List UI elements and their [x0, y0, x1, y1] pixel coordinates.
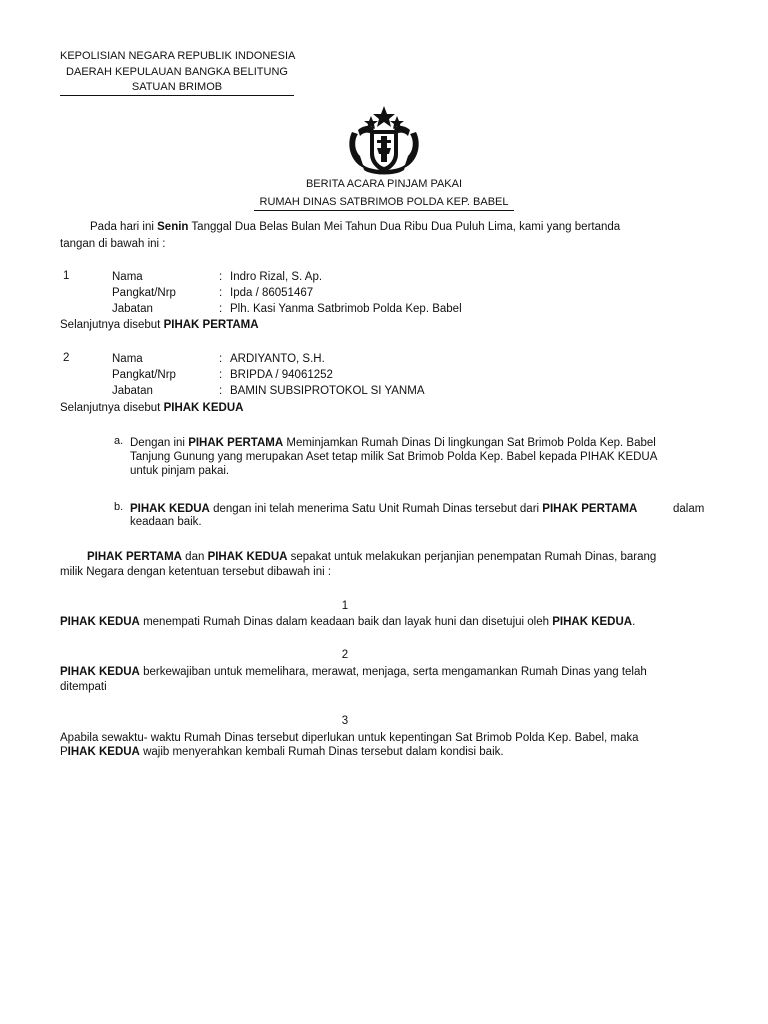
party2-jabatan-colon: : [219, 385, 223, 397]
intro-line1 [90, 221, 620, 233]
clause-3-pre2: P [60, 746, 68, 758]
agreement-bold1: PIHAK PERTAMA [87, 551, 182, 563]
clause-2-number: 2 [341, 649, 349, 661]
clause-2-bold1: PIHAK KEDUA [60, 666, 140, 678]
point-b-line2: keadaan baik. [130, 516, 202, 528]
party2-nama-value: ARDIYANTO, S.H. [230, 353, 325, 365]
point-a-pre: Dengan ini [130, 437, 189, 449]
party2-jabatan-value: BAMIN SUBSIPROTOKOL SI YANMA [230, 385, 425, 397]
header-underline [60, 95, 294, 96]
clause-1-end: . [632, 616, 636, 628]
point-b-bold1: PIHAK KEDUA [130, 503, 210, 515]
party2-pangkat-label: Pangkat/Nrp [112, 369, 176, 381]
police-emblem-icon [344, 104, 424, 176]
party1-jabatan-colon: : [219, 303, 223, 315]
agreement-post: sepakat untuk melakukan perjanjian penempatan Rumah Dinas, barang [287, 551, 657, 563]
party1-jabatan-value: Plh. Kasi Yanma Satbrimob Polda Kep. Babel [230, 303, 462, 315]
party1-nama-value: Indro Rizal, S. Ap. [230, 271, 323, 283]
clause-2-body: berkewajiban untuk memelihara, merawat, menjaga, serta mengamankan Rumah Dinas yang telah [139, 666, 647, 678]
party2-number: 2 [63, 352, 70, 364]
clause-2-line1 [60, 666, 647, 678]
party2-designation-bold: PIHAK KEDUA [163, 402, 244, 414]
clause-3-number: 3 [341, 715, 349, 727]
party1-number: 1 [63, 270, 70, 282]
document-subtitle: RUMAH DINAS SATBRIMOB POLDA KEP. BABEL [254, 196, 514, 211]
party1-pangkat-value: Ipda / 86051467 [230, 287, 314, 299]
clause-3-post2: wajib menyerahkan kembali Rumah Dinas tersebut dalam kondisi baik. [139, 746, 504, 758]
point-a-bold: PIHAK PERTAMA [188, 437, 284, 449]
clause-3-line1: Apabila sewaktu- waktu Rumah Dinas tersebut diperlukan untuk kepentingan Sat Brimob Polda Kep. Babel, maka [60, 732, 639, 744]
header-unit: SATUAN BRIMOB [131, 81, 223, 93]
clause-2-line2: ditempati [60, 681, 107, 693]
party2-designation [60, 402, 243, 414]
clause-1-number: 1 [341, 600, 349, 612]
point-a-marker: a. [114, 435, 124, 447]
party2-pangkat-value: BRIPDA / 94061252 [230, 369, 333, 381]
party2-nama-label: Nama [112, 353, 143, 365]
party1-pangkat-colon: : [219, 287, 223, 299]
clause-3-bold2: IHAK KEDUA [67, 746, 140, 758]
agreement-mid: dan [181, 551, 208, 563]
party2-designation-pre: Selanjutnya disebut [60, 402, 164, 414]
party1-nama-colon: : [219, 271, 223, 283]
agreement-line2: milik Negara dengan ketentuan tersebut dibawah ini : [60, 566, 332, 578]
party1-designation [60, 319, 259, 331]
point-b-end: dalam [673, 503, 705, 515]
intro-day: Senin [157, 221, 189, 233]
clause-1-body: menempati Rumah Dinas dalam keadaan baik dan layak huni dan disetujui oleh [139, 616, 553, 628]
intro-line2: tangan di bawah ini : [60, 238, 166, 250]
intro-pre: Pada hari ini [90, 221, 158, 233]
clause-3-line2 [60, 746, 504, 758]
point-b-bold2: PIHAK PERTAMA [542, 503, 638, 515]
agreement-bold2: PIHAK KEDUA [207, 551, 288, 563]
point-b-marker: b. [114, 501, 124, 513]
party2-jabatan-label: Jabatan [112, 385, 153, 397]
document-title: BERITA ACARA PINJAM PAKAI [305, 178, 463, 190]
point-a-line3: untuk pinjam pakai. [130, 465, 230, 477]
point-a-line2: Tanjung Gunung yang merupakan Aset tetap milik Sat Brimob Polda Kep. Babel kepada PIHAK KEDUA [130, 451, 658, 463]
point-b-line1 [130, 503, 637, 515]
party1-designation-pre: Selanjutnya disebut [60, 319, 164, 331]
party2-pangkat-colon: : [219, 369, 223, 381]
header-region: DAERAH KEPULAUAN BANGKA BELITUNG [66, 66, 288, 78]
party1-nama-label: Nama [112, 271, 143, 283]
agreement-line1 [87, 551, 656, 563]
point-a-line1 [130, 437, 656, 449]
party1-jabatan-label: Jabatan [112, 303, 153, 315]
party1-pangkat-label: Pangkat/Nrp [112, 287, 176, 299]
clause-1-bold2: PIHAK KEDUA [552, 616, 633, 628]
party2-nama-colon: : [219, 353, 223, 365]
point-a-post: Meminjamkan Rumah Dinas Di lingkungan Sat Brimob Polda Kep. Babel [283, 437, 656, 449]
clause-1-text [60, 616, 635, 628]
party1-designation-bold: PIHAK PERTAMA [163, 319, 259, 331]
point-b-mid: dengan ini telah menerima Satu Unit Rumah Dinas tersebut dari [209, 503, 543, 515]
header-institution: KEPOLISIAN NEGARA REPUBLIK INDONESIA [60, 50, 296, 62]
intro-post: Tanggal Dua Belas Bulan Mei Tahun Dua Ribu Dua Puluh Lima, kami yang bertanda [188, 221, 621, 233]
clause-1-bold1: PIHAK KEDUA [60, 616, 140, 628]
